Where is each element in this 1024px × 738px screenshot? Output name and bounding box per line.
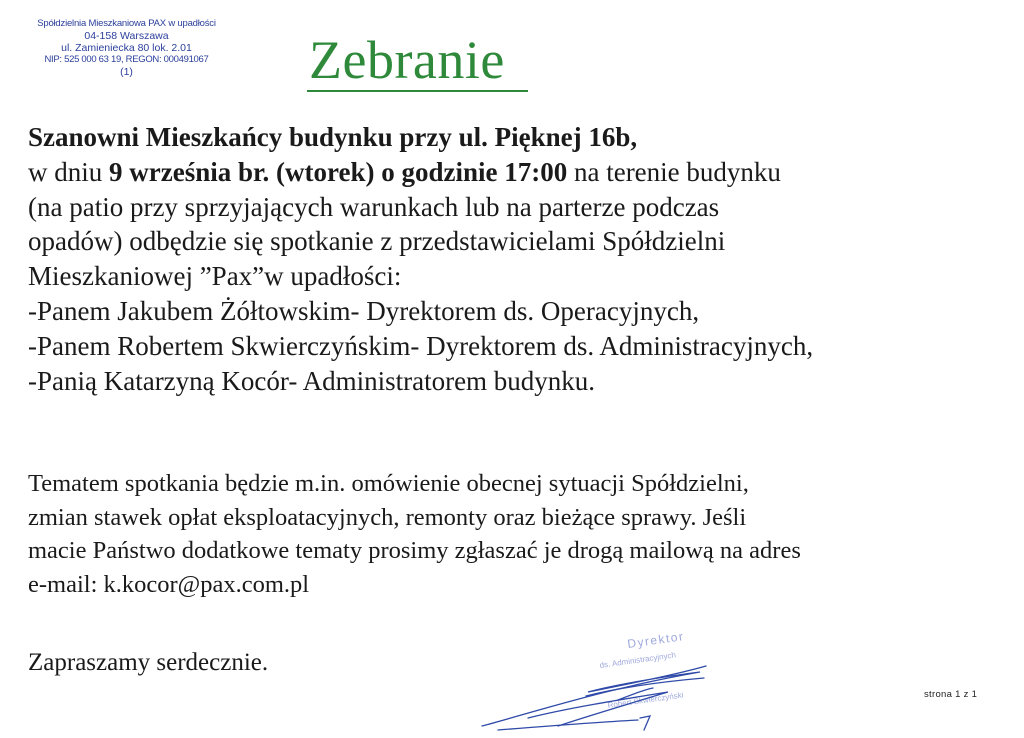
page-number: strona 1 z 1 [924,689,978,700]
meeting-purpose-line: opadów) odbędzie się spotkanie z przedstawicielami Spółdzielni [28,226,726,257]
topics-line-3: macie Państwo dodatkowe tematy prosimy zgłaszać je drogą mailową na adres [28,537,801,564]
document-title: Zebranie [309,30,505,90]
cooperative-name-line: Mieszkaniowej ”Pax”w upadłości: [28,261,402,292]
signature-stamp-name: Robert Skwierczyński [607,690,685,710]
topics-line-1: Tematem spotkania będzie m.in. omówienie obecnej sytuacji Spółdzielni, [28,470,749,497]
attendee-1: -Panem Jakubem Żółtowskim- Dyrektorem ds. Operacyjnych, [28,295,700,326]
meeting-date-prefix: w dniu [28,156,109,187]
attendee-2: -Panem Robertem Skwierczyńskim- Dyrektorem ds. Administracyjnych, [28,330,814,361]
signature-stamp-role: ds. Administracyjnych [599,650,677,670]
meeting-location-line: (na patio przy sprzyjających warunkach lub na parterze podczas [28,191,720,222]
attendee-3: -Panią Katarzyną Kocór- Administratorem budynku. [28,365,596,396]
stamp-tax-ids: NIP: 525 000 63 19, REGON: 000491067 [44,54,209,65]
signature-icon [468,626,728,738]
topics-paragraph [28,467,1008,601]
company-stamp [14,18,239,78]
greeting: Szanowni Mieszkańcy budynku przy ul. Pięknej 16b, [28,122,638,152]
announcement-paragraph [28,120,1008,398]
contact-email-line: e-mail: k.kocor@pax.com.pl [28,570,310,598]
meeting-location-start: na terenie budynku [567,156,781,187]
topics-line-2: zmian stawek opłat eksploatacyjnych, remonty oraz bieżące sprawy. Jeśli [28,503,747,531]
title-underline [307,90,528,92]
stamp-city: 04-158 Warszawa [84,30,169,42]
stamp-street: ul. Zamieniecka 80 lok. 2.01 [61,42,192,54]
stamp-company-name: Spółdzielnia Mieszkaniowa PAX w upadłości [37,18,216,29]
closing-line: Zapraszamy serdecznie. [28,649,269,676]
signature-stamp-title: Dyrektor [626,629,686,651]
meeting-date-line [28,155,1008,190]
meeting-date: 9 września br. (wtorek) o godzinie 17:00 [109,156,568,187]
stamp-number: (1) [120,66,133,78]
